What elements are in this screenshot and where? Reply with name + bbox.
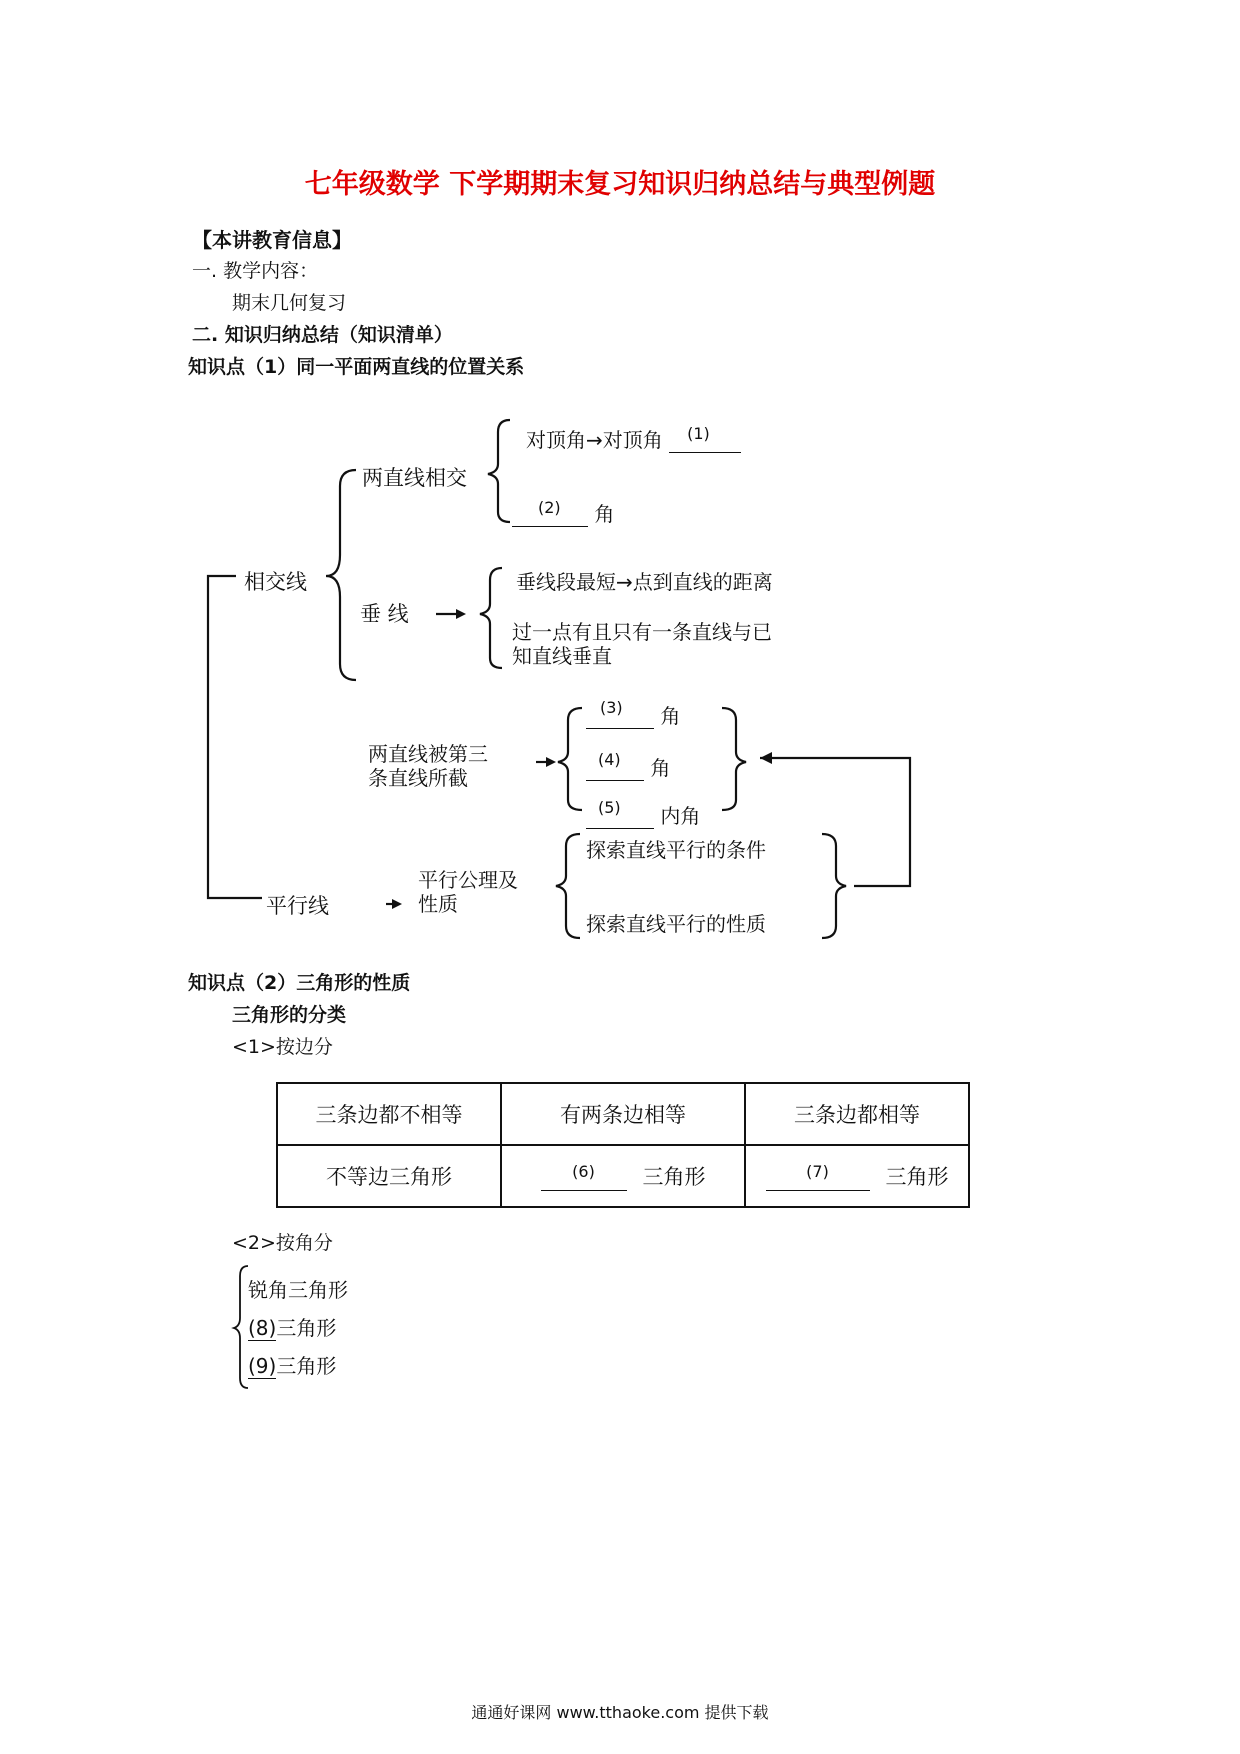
- table-cell-blank-7: (7) 三角形: [745, 1145, 969, 1207]
- angle-item-9: (9)三角形: [248, 1354, 337, 1378]
- label-angle-5: (5) 内角: [586, 800, 700, 829]
- blank-1: (1): [687, 424, 710, 443]
- label-angle-3: (3) 角: [586, 700, 680, 729]
- section1-content: 期末几何复习: [232, 292, 347, 314]
- label-parallel-lines: 平行线: [266, 894, 329, 918]
- blank-7: (7): [806, 1162, 829, 1181]
- label-cut-1: 两直线被第三: [368, 742, 488, 766]
- label-cut-2: 条直线所截: [368, 766, 468, 790]
- triangle-classification-heading: 三角形的分类: [232, 1004, 347, 1026]
- blank-3: (3): [600, 698, 623, 717]
- blank-4: (4): [598, 750, 621, 769]
- angle-item-8: (8)三角形: [248, 1316, 337, 1340]
- section1-label: 一. 教学内容：: [192, 260, 319, 282]
- label-unique-perp-1: 过一点有且只有一条直线与已: [512, 620, 772, 644]
- label-angle-4: (4) 角: [586, 752, 670, 781]
- table-cell-scalene: 不等边三角形: [277, 1145, 501, 1207]
- info-heading: 【本讲教育信息】: [192, 228, 352, 252]
- table-cell-blank-6: (6) 三角形: [501, 1145, 745, 1207]
- blank-6: (6): [572, 1162, 595, 1181]
- label-two-lines-intersect: 两直线相交: [362, 466, 467, 490]
- label-angle-2: (2) 角: [512, 498, 614, 527]
- footer: 通通好课网 www.tthaoke.com 提供下载: [471, 1703, 769, 1722]
- label-vertical-angles: 对顶角→对顶角 (1): [526, 424, 741, 453]
- blank-8: (8): [248, 1316, 277, 1340]
- by-sides-label: <1>按边分: [232, 1036, 333, 1058]
- table-header-cell: 三条边都相等: [745, 1083, 969, 1145]
- label-intersecting-lines: 相交线: [244, 570, 307, 594]
- kp2-title: 知识点（2）三角形的性质: [188, 972, 411, 994]
- label-parallel-axiom-1: 平行公理及: [418, 868, 518, 892]
- label-parallel-axiom-2: 性质: [418, 892, 458, 916]
- label-unique-perp-2: 知直线垂直: [512, 644, 612, 668]
- page-title: 七年级数学 下学期期末复习知识归纳总结与典型例题: [304, 169, 936, 200]
- angle-item-acute: 锐角三角形: [248, 1278, 348, 1302]
- blank-5: (5): [598, 798, 621, 817]
- label-perpendicular: 垂 线: [360, 602, 409, 626]
- section2-heading: 二. 知识归纳总结（知识清单）: [192, 324, 453, 346]
- label-explore-properties: 探索直线平行的性质: [586, 912, 766, 936]
- blank-9: (9): [248, 1354, 277, 1378]
- kp1-title: 知识点（1）同一平面两直线的位置关系: [188, 356, 525, 378]
- table-header-cell: 三条边都不相等: [277, 1083, 501, 1145]
- blank-2: (2): [538, 498, 561, 517]
- table-header-cell: 有两条边相等: [501, 1083, 745, 1145]
- label-shortest-segment: 垂线段最短→点到直线的距离: [516, 570, 773, 594]
- label-explore-conditions: 探索直线平行的条件: [586, 838, 766, 862]
- by-angles-label: <2>按角分: [232, 1232, 333, 1254]
